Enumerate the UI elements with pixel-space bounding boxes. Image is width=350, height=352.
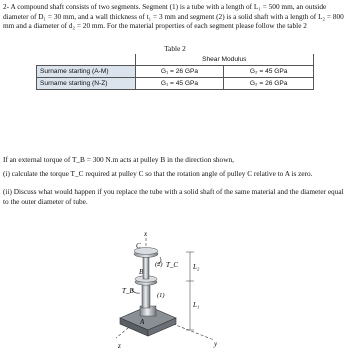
g2-value: G₂ = 45 GPa: [224, 66, 314, 78]
problem-statement: 2- A compound shaft consists of two segments. Segment (1) is a tube with a length of L₁ = 500 mm, an outside diameter of D₁ = 30 mm, and a wall thickness of t₁ = 3 mm and segment (2) is a solid shaft with a length of L₂ = 800 mm and a diameter of d₂ = 20 mm. For the material properties of each segment please follow the table 2: [3, 2, 344, 31]
length-one-label: L₁: [193, 301, 200, 309]
question-one: (i) calculate the torque T_C required at pulley C so that the rotation angle of pulley C relative to A is zero.: [3, 169, 313, 178]
point-a-label: A: [140, 318, 145, 326]
g1-value: G₁ = 26 GPa: [135, 66, 224, 78]
y-axis-label: y: [214, 340, 218, 348]
segment-two-label: (2): [155, 261, 163, 268]
question-two: (ii) Discuss what would happen if you replace the tube with a solid shaft of the same material and the diameter equal to the outer diameter of tube.: [3, 187, 344, 206]
g1-value: G₁ = 45 GPa: [135, 78, 224, 90]
torque-b-label: T_B: [122, 287, 134, 295]
row-label: Surname starting (N-Z): [37, 78, 136, 90]
segment-one-label: (1): [157, 292, 165, 299]
z-axis-label: z: [118, 342, 121, 350]
g2-value: G₂ = 26 GPa: [224, 78, 314, 90]
point-c-label: C: [136, 242, 141, 250]
table-caption: Table 2: [164, 44, 186, 53]
torque-c-label: T_C: [166, 261, 179, 269]
table-header: Shear Modulus: [135, 54, 314, 66]
torque-statement: If an external torque of T_B = 300 N.m acts at pulley B in the direction shown,: [3, 155, 234, 164]
x-axis-label: x: [144, 230, 148, 238]
row-label: Surname starting (A-M): [37, 66, 136, 78]
length-two-label: L₂: [193, 263, 200, 271]
point-b-label: B: [139, 268, 144, 276]
